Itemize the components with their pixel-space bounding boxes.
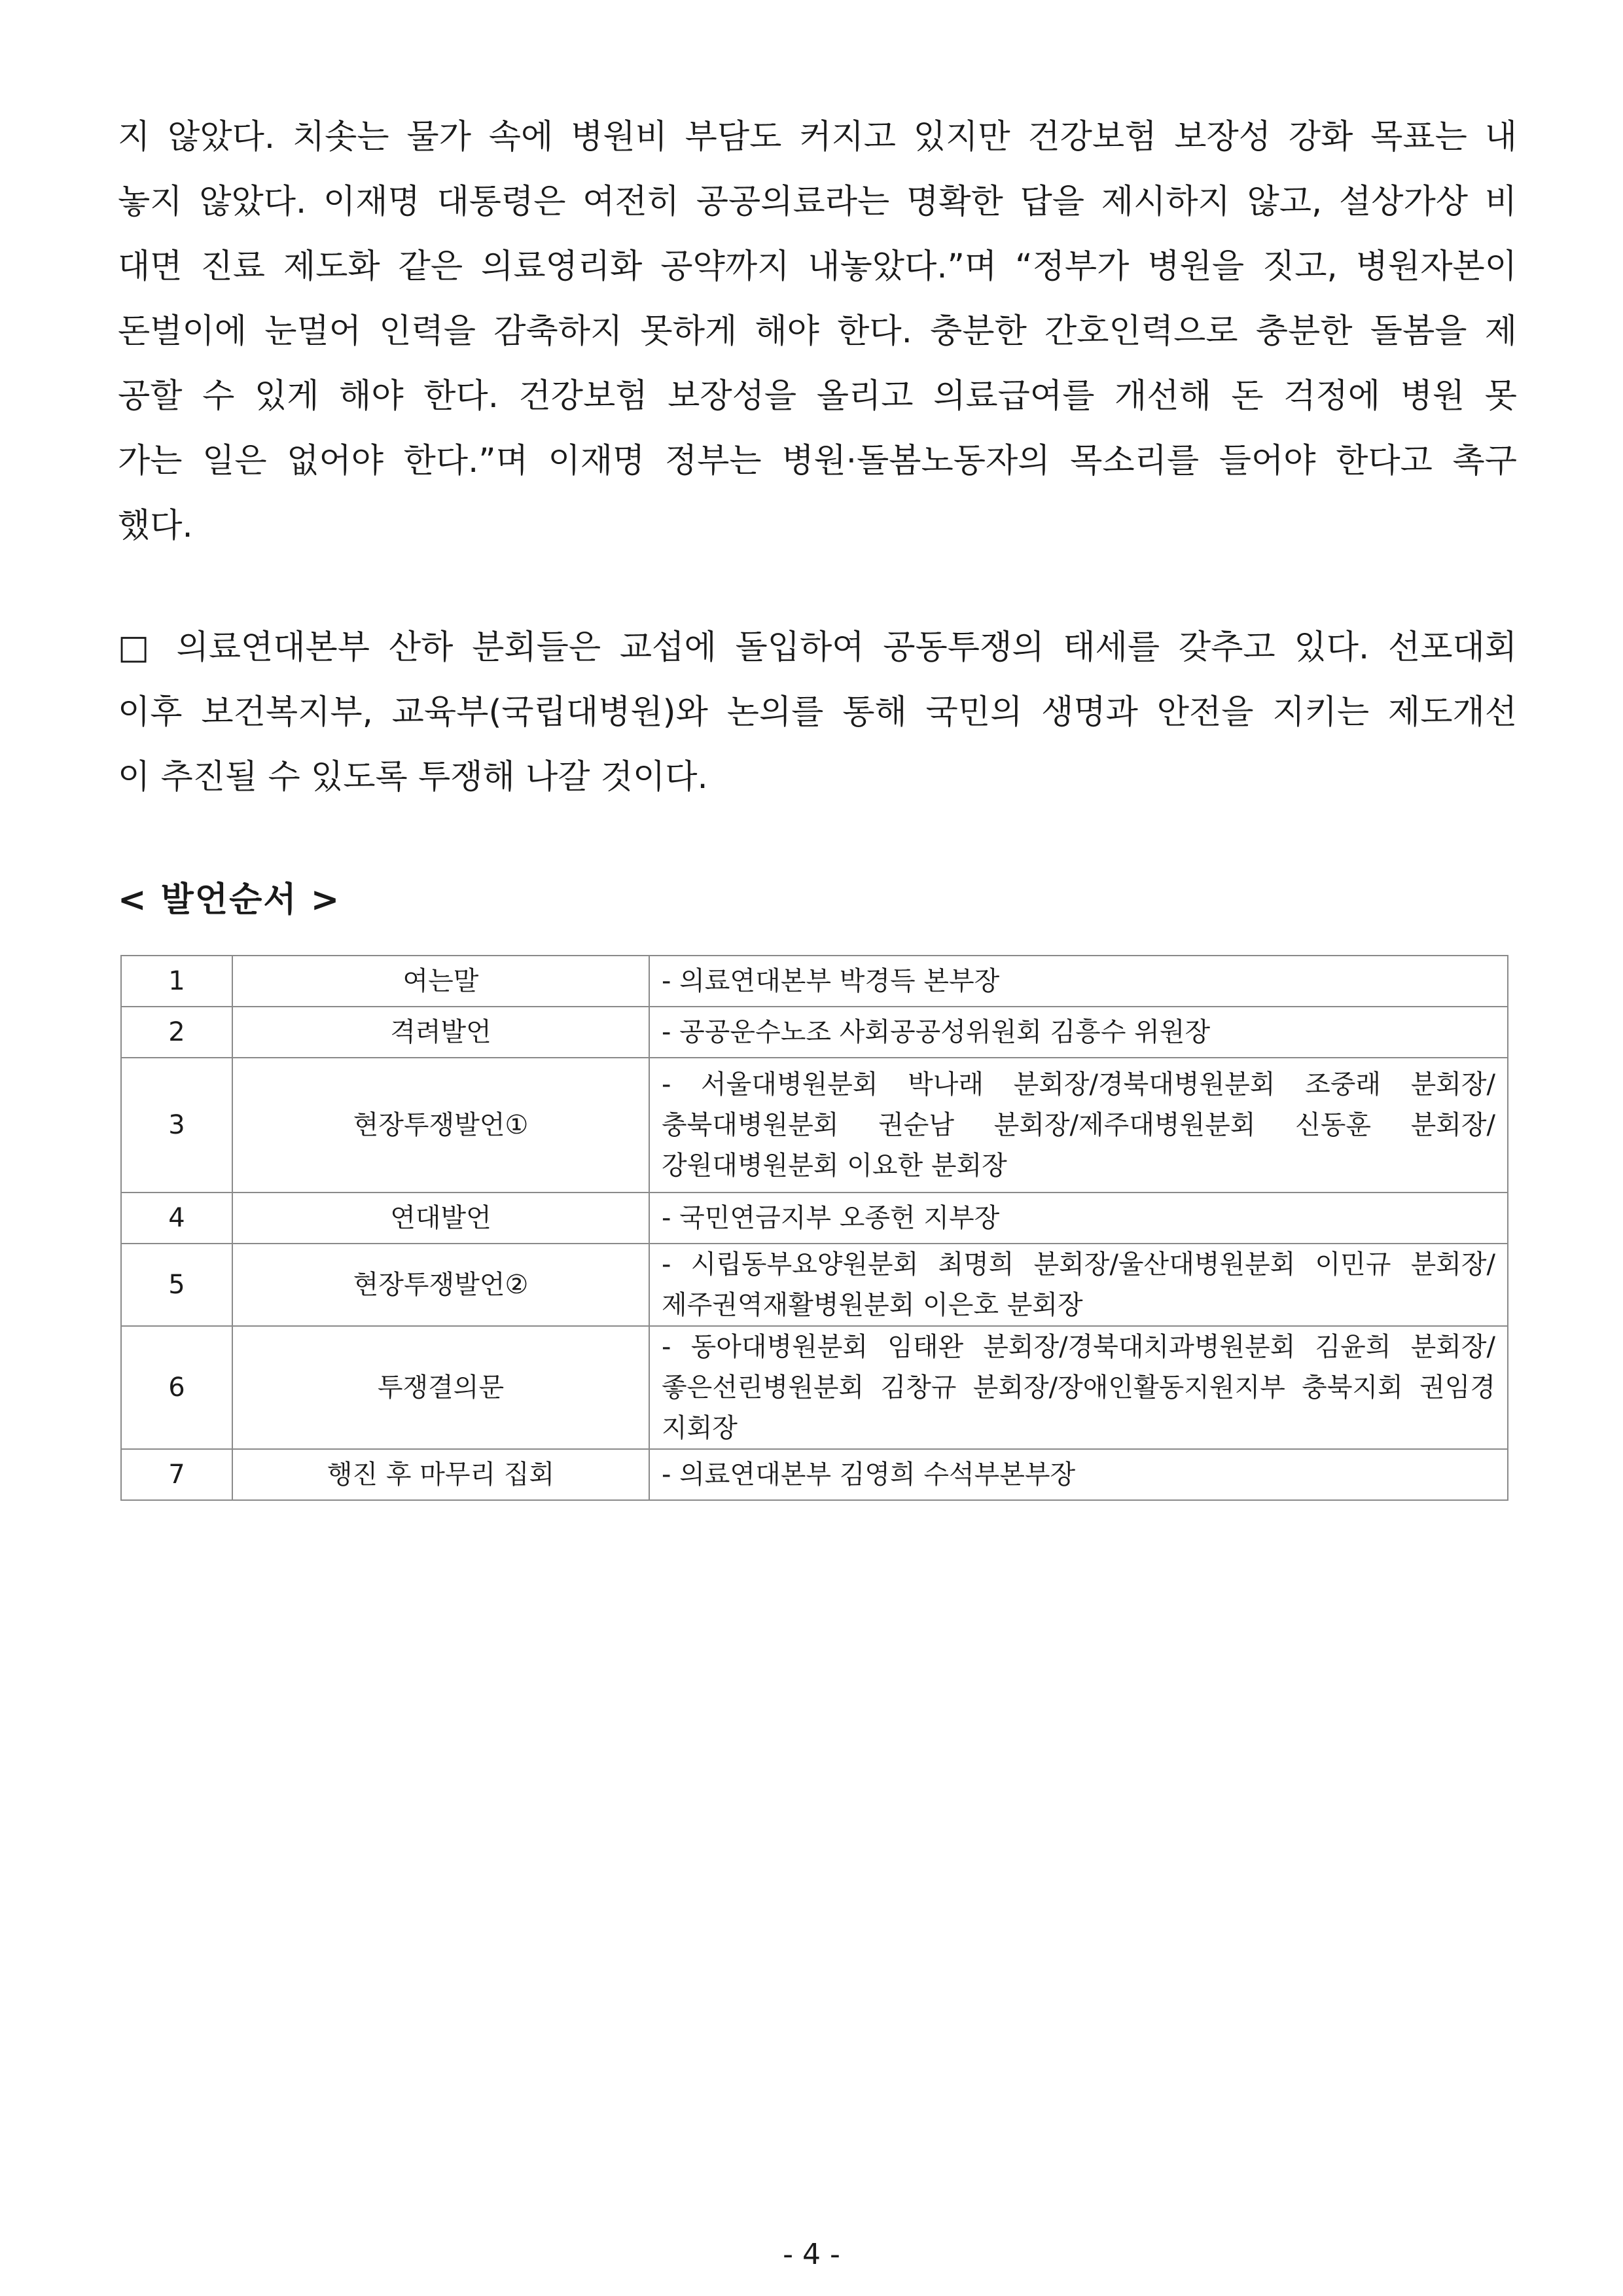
order-title: 행진 후 마무리 집회 [232, 1449, 649, 1500]
table-row [121, 1449, 1508, 1500]
order-speaker: - 공공운수노조 사회공공성위원회 김흥수 위원장 [649, 1007, 1508, 1058]
page-number: - 4 - [783, 2238, 840, 2271]
text-line: 이후 보건복지부, 교육부(국립대병원)와 논의를 통해 국민의 생명과 안전을 지키는 제도개선 [118, 693, 1517, 732]
order-number: 4 [121, 1193, 232, 1244]
table-row [121, 1244, 1508, 1326]
table-row [121, 956, 1508, 1007]
order-number: 2 [121, 1007, 232, 1058]
body-paragraph-2 [118, 615, 1517, 810]
order-speaker: - 의료연대본부 박경득 본부장 [649, 956, 1508, 1007]
order-title: 격려발언 [232, 1007, 649, 1058]
order-number: 6 [121, 1326, 232, 1449]
order-title: 투쟁결의문 [232, 1326, 649, 1449]
text-line: 돈벌이에 눈멀어 인력을 감축하지 못하게 해야 한다. 충분한 간호인력으로 충분한 돌봄을 제 [118, 312, 1517, 351]
order-number: 3 [121, 1058, 232, 1193]
text-line: 공할 수 있게 해야 한다. 건강보험 보장성을 올리고 의료급여를 개선해 돈 걱정에 병원 못 [118, 377, 1517, 416]
text-line: 이 추진될 수 있도록 투쟁해 나갈 것이다. [118, 758, 708, 797]
order-speaker: - 동아대병원분회 임태완 분회장/경북대치과병원분회 김윤희 분회장/좋은선린병원분회 김창규 분회장/장애인활동지원지부 충북지회 권임경 지회장 [649, 1326, 1508, 1449]
table-row [121, 1058, 1508, 1193]
text-line: □ 의료연대본부 산하 분회들은 교섭에 돌입하여 공동투쟁의 태세를 갖추고 있다. 선포대회 [118, 628, 1517, 667]
table-row [121, 1193, 1508, 1244]
table-row [121, 1007, 1508, 1058]
order-title: 여는말 [232, 956, 649, 1007]
text-line: 지 않았다. 치솟는 물가 속에 병원비 부담도 커지고 있지만 건강보험 보장성 강화 목표는 내 [118, 118, 1517, 156]
body-paragraph-1 [118, 105, 1517, 558]
speaking-order-table [120, 955, 1508, 1501]
order-speaker: - 국민연금지부 오종헌 지부장 [649, 1193, 1508, 1244]
order-title: 연대발언 [232, 1193, 649, 1244]
text-line: 대면 진료 제도화 같은 의료영리화 공약까지 내놓았다.”며 “정부가 병원을 짓고, 병원자본이 [118, 247, 1517, 286]
order-title: 현장투쟁발언① [232, 1058, 649, 1193]
text-line: 가는 일은 없어야 한다.”며 이재명 정부는 병원·돌봄노동자의 목소리를 들어야 한다고 촉구 [118, 442, 1517, 480]
order-speaker: - 의료연대본부 김영희 수석부본부장 [649, 1449, 1508, 1500]
table-row [121, 1326, 1508, 1449]
order-speaker: - 시립동부요양원분회 최명희 분회장/울산대병원분회 이민규 분회장/제주권역재활병원분회 이은호 분회장 [649, 1244, 1508, 1326]
order-number: 7 [121, 1449, 232, 1500]
order-number: 5 [121, 1244, 232, 1326]
text-line: 놓지 않았다. 이재명 대통령은 여전히 공공의료라는 명확한 답을 제시하지 않고, 설상가상 비 [118, 183, 1517, 221]
order-number: 1 [121, 956, 232, 1007]
order-speaker: - 서울대병원분회 박나래 분회장/경북대병원분회 조중래 분회장/충북대병원분회 권순남 분회장/제주대병원분회 신동훈 분회장/강원대병원분회 이요한 분회장 [649, 1058, 1508, 1193]
order-title: 현장투쟁발언② [232, 1244, 649, 1326]
text-line: 했다. [118, 507, 193, 545]
speaking-order-heading: < 발언순서 > [118, 880, 341, 920]
